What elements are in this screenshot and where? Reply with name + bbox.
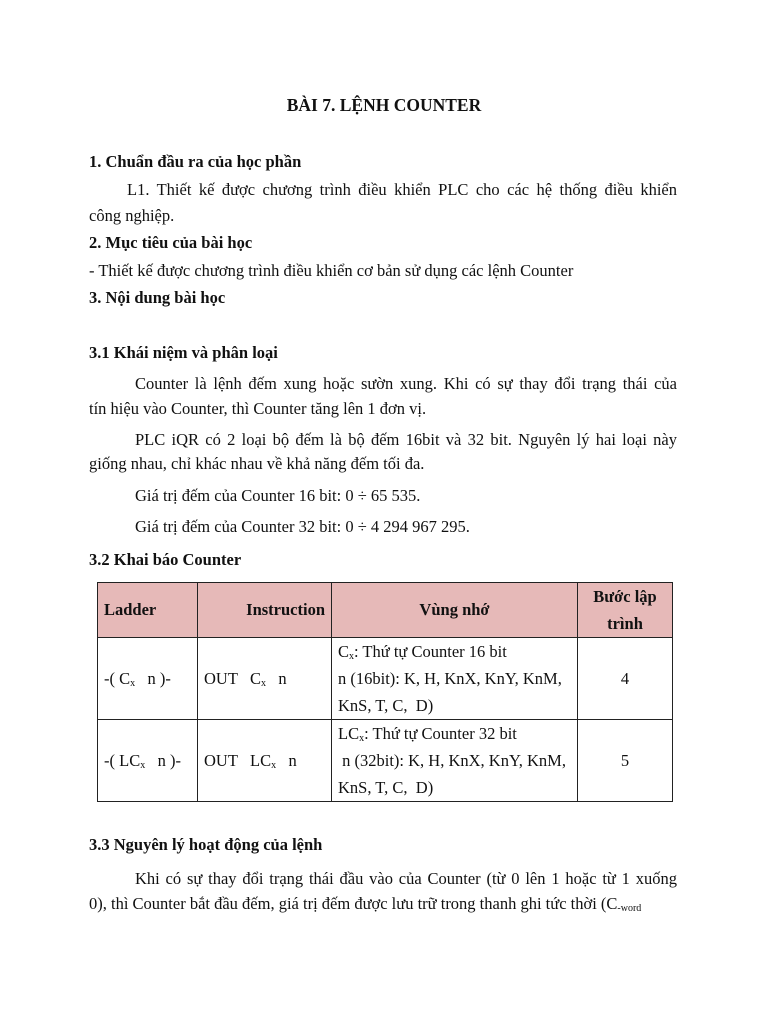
- memory-cell: $LC_x$: Thứ tự Counter 32 bit n (32bit): K, H, KnX, KnY, KnM, KnS, T, C, D): [332, 720, 578, 802]
- s31-p1-line1: Counter là lệnh đếm xung hoặc sườn xung. Khi có sự thay đổi trạng thái của: [135, 374, 677, 393]
- ladder-cell: -( $LC_x$ n )-: [98, 720, 198, 802]
- s31-p1-line2: tín hiệu vào Counter, thì Counter tăng lên 1 đơn vị.: [89, 399, 427, 418]
- s31-p2-line1: PLC iQR có 2 loại bộ đếm là bộ đếm 16bit và 32 bit. Nguyên lý hai loại này: [135, 430, 677, 449]
- header-steps-line1: Bước lập: [593, 587, 657, 606]
- section-3-2-heading: 3.2 Khai báo Counter: [89, 550, 242, 569]
- section-2-heading: 2. Mục tiêu của bài học: [89, 233, 253, 252]
- table-row: [98, 638, 673, 720]
- section-3-1-heading: 3.1 Khái niệm và phân loại: [89, 343, 278, 362]
- header-ladder: Ladder: [98, 583, 198, 638]
- s33-p1-line2: 0), thì Counter bắt đầu đếm, giá trị đếm được lưu trữ trong thanh ghi tức thời ($C_{-word}$: [89, 894, 642, 914]
- section-1-heading: 1. Chuẩn đầu ra của học phần: [89, 152, 302, 171]
- header-memory: Vùng nhớ: [332, 583, 578, 638]
- table-header-row: [98, 583, 673, 638]
- s33-p1-line1: Khi có sự thay đổi trạng thái đầu vào của Counter (từ 0 lên 1 hoặc từ 1 xuống: [135, 869, 677, 888]
- section-3-3-heading: 3.3 Nguyên lý hoạt động của lệnh: [89, 835, 323, 854]
- header-instruction: Instruction: [198, 583, 332, 638]
- ladder-cell: -( $C_x$ n )-: [98, 638, 198, 720]
- section-2-item: - Thiết kế được chương trình điều khiển cơ bản sử dụng các lệnh Counter: [89, 261, 574, 280]
- header-steps: [578, 583, 673, 638]
- table-row: [98, 720, 673, 802]
- counter-declaration-table: [97, 582, 673, 802]
- header-steps-line2: trình: [607, 614, 643, 633]
- section-1-text-line2: công nghiệp.: [89, 206, 175, 225]
- steps-cell: 5: [578, 720, 673, 802]
- section-3-heading: 3. Nội dung bài học: [89, 288, 226, 307]
- s31-p3: Giá trị đếm của Counter 16 bit: 0 ÷ 65 535.: [135, 486, 421, 505]
- section-1-text-line1: L1. Thiết kế được chương trình điều khiển PLC cho các hệ thống điều khiển: [127, 180, 677, 199]
- steps-cell: 4: [578, 638, 673, 720]
- s31-p4: Giá trị đếm của Counter 32 bit: 0 ÷ 4 294 967 295.: [135, 517, 470, 536]
- s31-p2-line2: giống nhau, chỉ khác nhau về khả năng đếm tối đa.: [89, 454, 425, 473]
- instruction-cell: OUT $LC_x$ n: [198, 720, 332, 802]
- page-title: BÀI 7. LỆNH COUNTER: [286, 95, 482, 115]
- instruction-cell: OUT $C_x$ n: [198, 638, 332, 720]
- memory-cell: $C_x$: Thứ tự Counter 16 bit n (16bit): K, H, KnX, KnY, KnM, KnS, T, C, D): [332, 638, 578, 720]
